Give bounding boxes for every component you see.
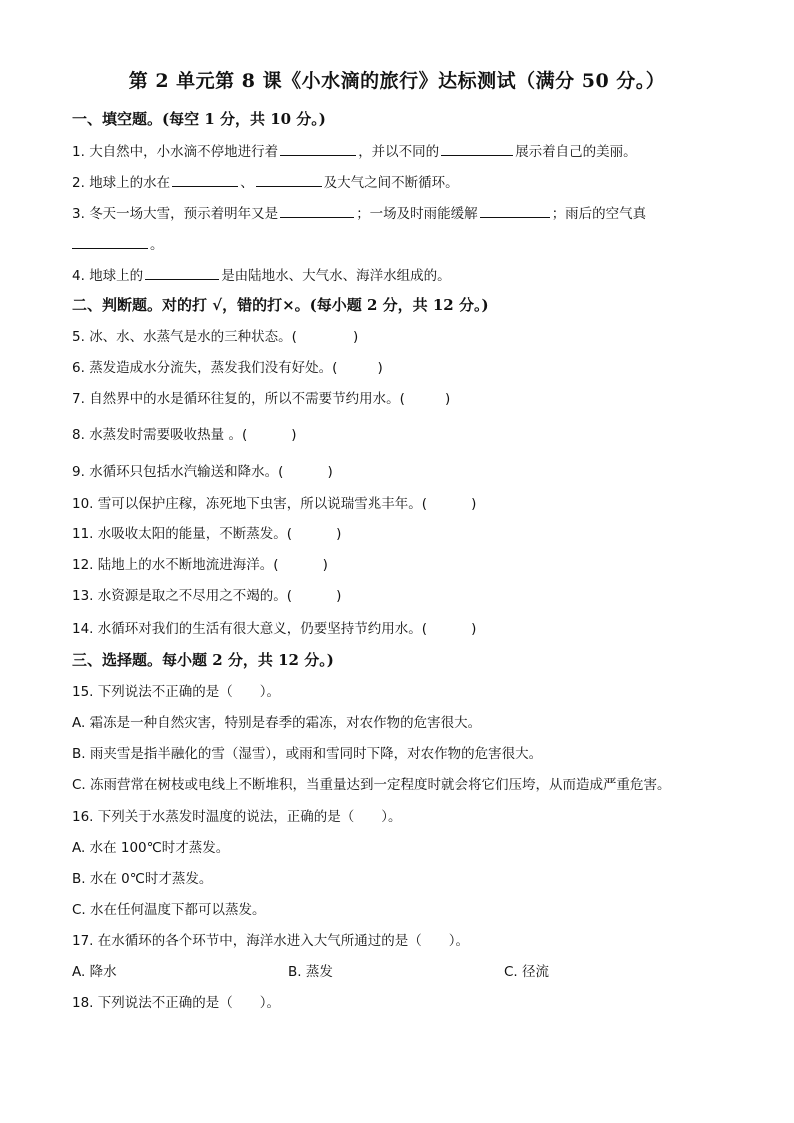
question-10: 10. 雪可以保护庄稼，冻死地下虫害，所以说瑞雪兆丰年。( ) xyxy=(72,496,477,512)
question-14: 14. 水循环对我们的生活有很大意义，仍要坚持节约用水。( ) xyxy=(72,621,477,637)
answer-blank[interactable] xyxy=(72,234,148,249)
question-16: 16. 下列关于水蒸发时温度的说法，正确的是（ ）。 xyxy=(72,809,402,825)
page-title: 第 2 单元第 8 课《小水滴的旅行》达标测试（满分 50 分。） xyxy=(128,70,666,92)
question-15: 15. 下列说法不正确的是（ ）。 xyxy=(72,684,281,700)
section-judge-heading: 二、判断题。对的打 √，错的打×。(每小题 2 分，共 12 分。) xyxy=(72,296,489,314)
option-15-a[interactable]: A. 霜冻是一种自然灾害，特别是春季的霜冻，对农作物的危害很大。 xyxy=(72,715,482,731)
answer-blank[interactable] xyxy=(441,141,513,156)
option-17-a[interactable]: A. 降水 xyxy=(72,964,117,980)
answer-blank[interactable] xyxy=(480,203,550,218)
section-choice-heading: 三、选择题。每小题 2 分，共 12 分。) xyxy=(72,651,334,669)
option-15-c[interactable]: C. 冻雨营常在树枝或电线上不断堆积，当重量达到一定程度时就会将它们压垮，从而造成严重危害。 xyxy=(72,777,671,793)
question-7: 7. 自然界中的水是循环往复的，所以不需要节约用水。( ) xyxy=(72,391,451,407)
option-16-b[interactable]: B. 水在 0℃时才蒸发。 xyxy=(72,871,213,887)
question-3-continued: 。 xyxy=(72,234,164,255)
option-16-a[interactable]: A. 水在 100℃时才蒸发。 xyxy=(72,840,230,856)
question-18: 18. 下列说法不正确的是（ ）。 xyxy=(72,995,281,1011)
question-12: 12. 陆地上的水不断地流进海洋。( ) xyxy=(72,557,328,573)
section-fill-heading: 一、填空题。(每空 1 分，共 10 分。) xyxy=(72,110,326,128)
question-8: 8. 水蒸发时需要吸收热量 。( ) xyxy=(72,427,297,443)
option-17-b[interactable]: B. 蒸发 xyxy=(288,964,333,980)
answer-blank[interactable] xyxy=(145,265,219,280)
answer-blank[interactable] xyxy=(256,172,322,187)
option-16-c[interactable]: C. 水在任何温度下都可以蒸发。 xyxy=(72,902,266,918)
question-4: 4. 地球上的 是由陆地水、大气水、海洋水组成的。 xyxy=(72,265,451,286)
answer-blank[interactable] xyxy=(280,141,356,156)
question-11: 11. 水吸收太阳的能量，不断蒸发。( ) xyxy=(72,526,342,542)
question-3: 3. 冬天一场大雪，预示着明年又是 ；一场及时雨能缓解 ；雨后的空气真 xyxy=(72,203,646,224)
options-17 xyxy=(72,962,549,982)
answer-blank[interactable] xyxy=(172,172,238,187)
question-9: 9. 水循环只包括水汽输送和降水。( ) xyxy=(72,464,333,480)
answer-blank[interactable] xyxy=(280,203,354,218)
question-6: 6. 蒸发造成水分流失，蒸发我们没有好处。( ) xyxy=(72,360,383,376)
option-15-b[interactable]: B. 雨夹雪是指半融化的雪（湿雪），或雨和雪同时下降，对农作物的危害很大。 xyxy=(72,746,543,762)
question-5: 5. 冰、水、水蒸气是水的三种状态。( ) xyxy=(72,329,359,345)
question-1: 1. 大自然中，小水滴不停地进行着 ，并以不同的 展示着自己的美丽。 xyxy=(72,141,637,162)
question-17: 17. 在水循环的各个环节中，海洋水进入大气所通过的是（ ）。 xyxy=(72,933,470,949)
option-17-c[interactable]: C. 径流 xyxy=(504,964,550,980)
question-2: 2. 地球上的水在 、 及大气之间不断循环。 xyxy=(72,172,459,193)
question-13: 13. 水资源是取之不尽用之不竭的。( ) xyxy=(72,588,342,604)
